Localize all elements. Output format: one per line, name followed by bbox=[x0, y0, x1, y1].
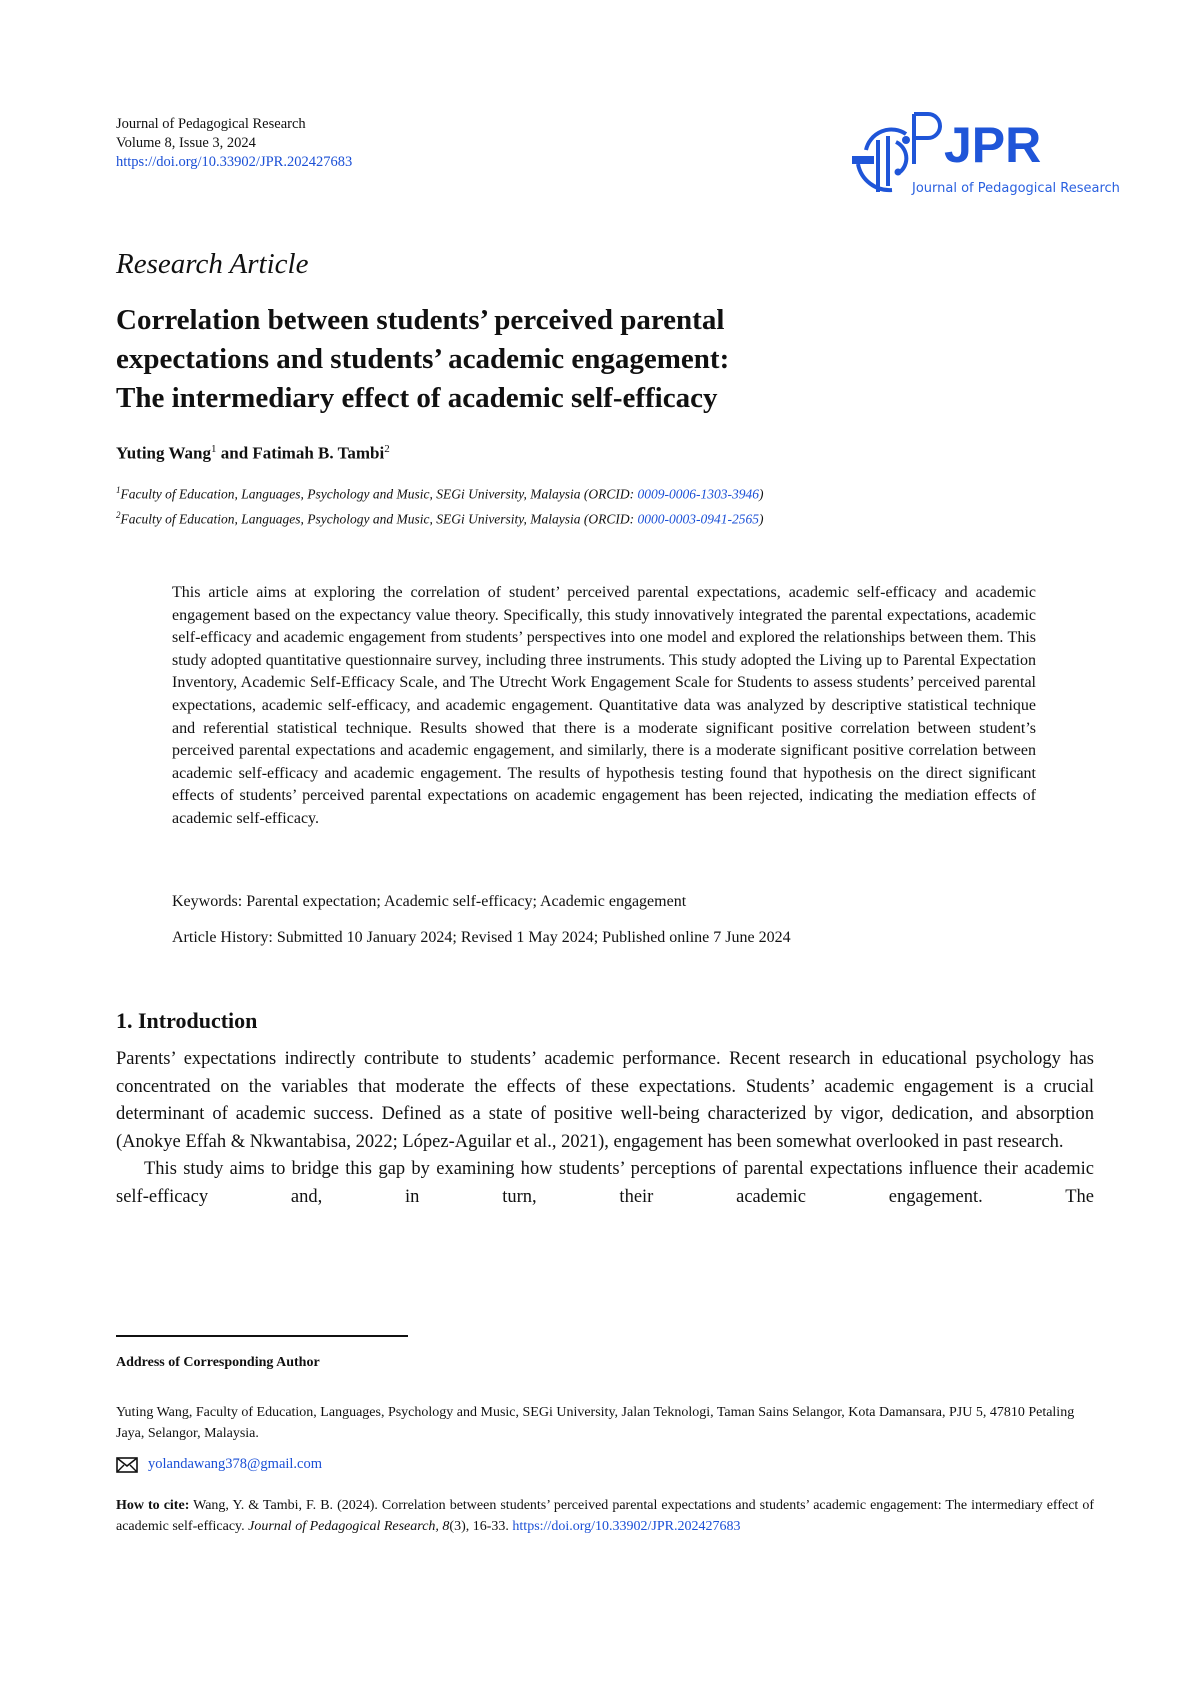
footnote-divider bbox=[116, 1335, 408, 1337]
citation-doi-link[interactable]: https://doi.org/10.33902/JPR.202427683 bbox=[512, 1519, 741, 1534]
article-title bbox=[116, 301, 996, 418]
author-2: Fatimah B. Tambi bbox=[252, 443, 385, 463]
corresponding-email-link[interactable]: yolandawang378@gmail.com bbox=[148, 1456, 323, 1472]
affiliation-1-orcid-link[interactable]: 0009-0006-1303-3946 bbox=[637, 486, 760, 502]
how-to-cite bbox=[116, 1495, 1094, 1537]
affiliation-1-text: Faculty of Education, Languages, Psychology and Music, SEGi University, Malaysia (ORCID: bbox=[120, 486, 638, 502]
journal-name: Journal of Pedagogical Research bbox=[116, 116, 306, 132]
envelope-icon bbox=[116, 1457, 138, 1473]
author-conj: and bbox=[216, 443, 253, 463]
corresponding-email-row bbox=[116, 1456, 322, 1473]
citation-issue-pages: (3), 16-33. bbox=[449, 1519, 513, 1534]
intro-paragraph-2: This study aims to bridge this gap by examining how students’ perceptions of parental expectations influence their academic self-efficacy and, in turn, their academic engagement. The bbox=[116, 1159, 1094, 1207]
affiliation-2 bbox=[116, 505, 764, 530]
article-type: Research Article bbox=[116, 248, 309, 280]
title-line-1: Correlation between students’ perceived parental bbox=[116, 304, 725, 336]
title-line-2: expectations and students’ academic engagement: bbox=[116, 343, 730, 375]
corresponding-author-label: Address of Corresponding Author bbox=[116, 1355, 320, 1370]
section-heading-introduction: 1. Introduction bbox=[116, 1008, 258, 1033]
citation-journal: Journal of Pedagogical Research, 8 bbox=[248, 1519, 450, 1534]
journal-doi-link[interactable]: https://doi.org/10.33902/JPR.202427683 bbox=[116, 154, 353, 170]
intro-paragraph-1: Parents’ expectations indirectly contribute to students’ academic performance. Recent research in educational psychology has concentrated on the variables that moderate the effects of these expectations. Students’ academic engagement is a crucial determinant of academic success. Defined as a state of positive well-being characterized by vigor, dedication, and absorption (Anokye Effah & Nkwantabisa, 2022; López-Aguilar et al., 2021), engagement has been somewhat overlooked in past research. bbox=[116, 1049, 1094, 1152]
citation-text: Wang, Y. & Tambi, F. B. (2024). Correlation between students’ perceived parental expectations and students’ academic engagement: The intermediary effect of academic self-efficacy. bbox=[116, 1498, 1094, 1534]
journal-volume: Volume 8, Issue 3, 2024 bbox=[116, 135, 256, 151]
corresponding-author-address: Yuting Wang, Faculty of Education, Languages, Psychology and Music, SEGi University, Jalan Teknologi, Taman Sains Selangor, Kota Damansara, PJU 5, 47810 Petaling Jaya, Selangor, Malaysia. bbox=[116, 1405, 1075, 1441]
affiliation-2-orcid-link[interactable]: 0000-0003-0941-2565 bbox=[637, 511, 760, 526]
affiliation-1-close: ) bbox=[759, 486, 764, 502]
affiliations bbox=[116, 480, 764, 529]
affiliation-2-sup: 2 bbox=[116, 509, 121, 520]
author-2-sup: 2 bbox=[384, 443, 390, 455]
affiliation-2-close: ) bbox=[759, 511, 764, 526]
affiliation-1 bbox=[116, 480, 764, 505]
article-history: Article History: Submitted 10 January 2024; Revised 1 May 2024; Published online 7 June 2024 bbox=[172, 929, 791, 946]
jpr-logo-text: JPR bbox=[944, 117, 1042, 173]
author-1: Yuting Wang bbox=[116, 443, 211, 463]
citation-label: How to cite: bbox=[116, 1498, 190, 1513]
affiliation-2-text: Faculty of Education, Languages, Psychology and Music, SEGi University, Malaysia (ORCID: bbox=[120, 511, 638, 526]
authors bbox=[116, 443, 390, 464]
introduction-body bbox=[116, 1046, 1094, 1212]
journal-info bbox=[116, 115, 352, 172]
title-line-3: The intermediary effect of academic self-efficacy bbox=[116, 382, 718, 414]
affiliation-1-sup: 1 bbox=[116, 485, 121, 495]
abstract: This article aims at exploring the correlation of student’ perceived parental expectations, academic self-efficacy and academic engagement based on the expectancy value theory. Specifically, this study innovatively integrated the parental expectations, academic self-efficacy and academic engagement from students’ perspectives into one model and explored the relationships between them. This study adopted quantitative questionnaire survey, including three instruments. This study adopted the Living up to Parental Expectation Inventory, Academic Self-Efficacy Scale, and The Utrecht Work Engagement Scale for Students to assess students’ perceived parental expectations, academic self-efficacy, and academic engagement. Quantitative data was analyzed by descriptive statistical technique and referential statistical technique. Results showed that there is a moderate significant positive correlation between student’s perceived parental expectations and academic engagement, and similarly, there is a moderate significant positive correlation between academic self-efficacy and academic engagement. The results of hypothesis testing found that hypothesis on the direct significant effects of students’ perceived parental expectations on academic engagement has been rejected, indicating the mediation effects of academic self-efficacy. bbox=[172, 584, 1036, 827]
jpr-logo-subtitle: Journal of Pedagogical Research bbox=[912, 181, 1120, 196]
keywords: Keywords: Parental expectation; Academic self-efficacy; Academic engagement bbox=[172, 893, 687, 910]
author-1-sup: 1 bbox=[210, 443, 217, 455]
